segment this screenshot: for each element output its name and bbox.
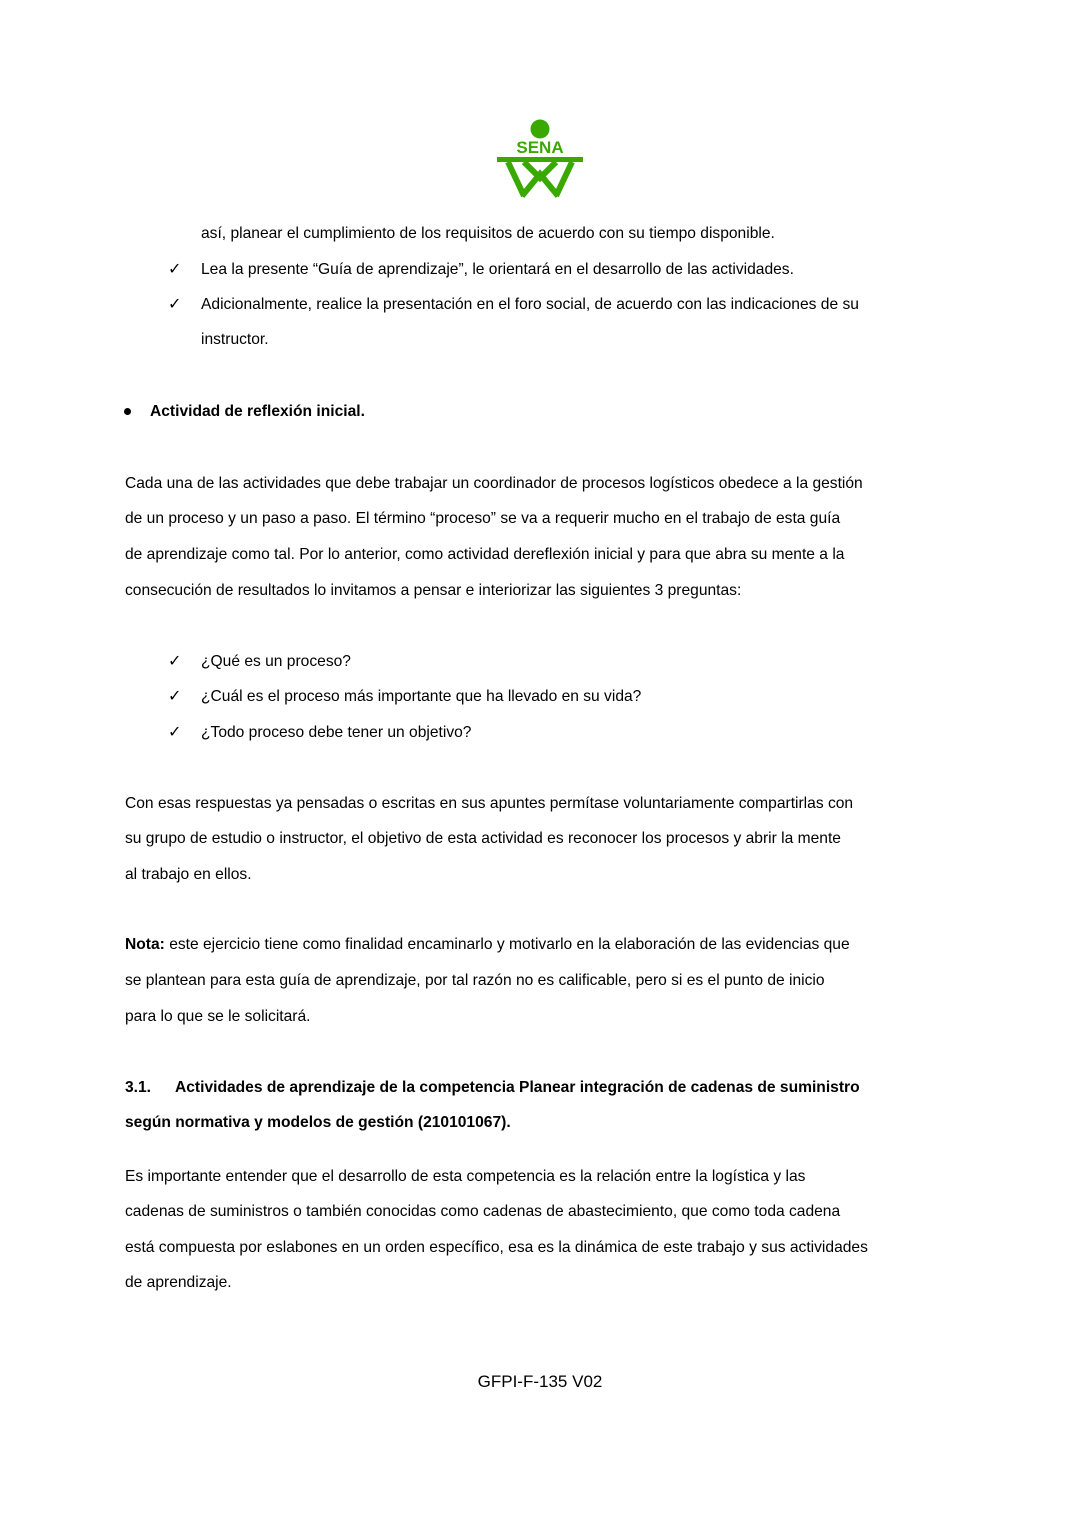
sena-logo [494, 116, 586, 202]
checkmark-icon: ✓ [168, 261, 182, 278]
section-title: Actividades de aprendizaje de la competencia Planear integración de cadenas de suministro [175, 1079, 860, 1096]
list-item: Lea la presente “Guía de aprendizaje”, le orientará en el desarrollo de las actividades. [201, 261, 794, 278]
checkmark-icon: ✓ [168, 688, 182, 705]
section-heading: Actividad de reflexión inicial. [150, 403, 365, 420]
paragraph-line: está compuesta por eslabones en un orden específico, esa es la dinámica de este trabajo y sus actividades [125, 1239, 868, 1256]
svg-text:SENA: SENA [516, 138, 564, 157]
paragraph-line: Es importante entender que el desarrollo de esta competencia es la relación entre la logística y las [125, 1168, 806, 1185]
question-item: ¿Todo proceso debe tener un objetivo? [201, 724, 472, 741]
paragraph-line: de aprendizaje. [125, 1274, 232, 1291]
section-title: según normativa y modelos de gestión (210101067). [125, 1114, 511, 1131]
note-text: este ejercicio tiene como finalidad encaminarlo y motivarlo en la elaboración de las evidencias que [164, 936, 850, 953]
list-continuation: así, planear el cumplimiento de los requisitos de acuerdo con su tiempo disponible. [201, 225, 775, 242]
list-item: Adicionalmente, realice la presentación en el foro social, de acuerdo con las indicaciones de su [201, 296, 859, 313]
list-item-continuation: instructor. [201, 331, 269, 348]
paragraph-line: cadenas de suministros o también conocidas como cadenas de abastecimiento, que como toda cadena [125, 1203, 841, 1220]
paragraph-line: consecución de resultados lo invitamos a pensar e interiorizar las siguientes 3 preguntas: [125, 582, 742, 599]
checkmark-icon: ✓ [168, 724, 182, 741]
question-item: ¿Qué es un proceso? [201, 653, 351, 670]
note-label: Nota: [125, 936, 165, 953]
bullet-icon [124, 408, 131, 415]
paragraph-line: su grupo de estudio o instructor, el objetivo de esta actividad es reconocer los procesos y abrir la mente [125, 830, 841, 847]
paragraph-line: de un proceso y un paso a paso. El término “proceso” se va a requerir mucho en el trabajo de esta guía [125, 510, 841, 527]
note-line: para lo que se le solicitará. [125, 1008, 311, 1025]
paragraph-line: Cada una de las actividades que debe trabajar un coordinador de procesos logísticos obedece a la gestión [125, 475, 863, 492]
paragraph-line: al trabajo en ellos. [125, 866, 252, 883]
note-line: se plantean para esta guía de aprendizaje, por tal razón no es calificable, pero si es el punto de inicio [125, 972, 825, 989]
footer-code: GFPI-F-135 V02 [477, 1372, 603, 1391]
checkmark-icon: ✓ [168, 653, 182, 670]
question-item: ¿Cuál es el proceso más importante que ha llevado en su vida? [201, 688, 642, 705]
checkmark-icon: ✓ [168, 296, 182, 313]
paragraph-line: Con esas respuestas ya pensadas o escritas en sus apuntes permítase voluntariamente compartirlas con [125, 795, 854, 812]
section-number: 3.1. [125, 1079, 152, 1096]
note-line [125, 935, 850, 955]
paragraph-line: de aprendizaje como tal. Por lo anterior, como actividad dereflexión inicial y para que abra su mente a la [125, 546, 845, 563]
